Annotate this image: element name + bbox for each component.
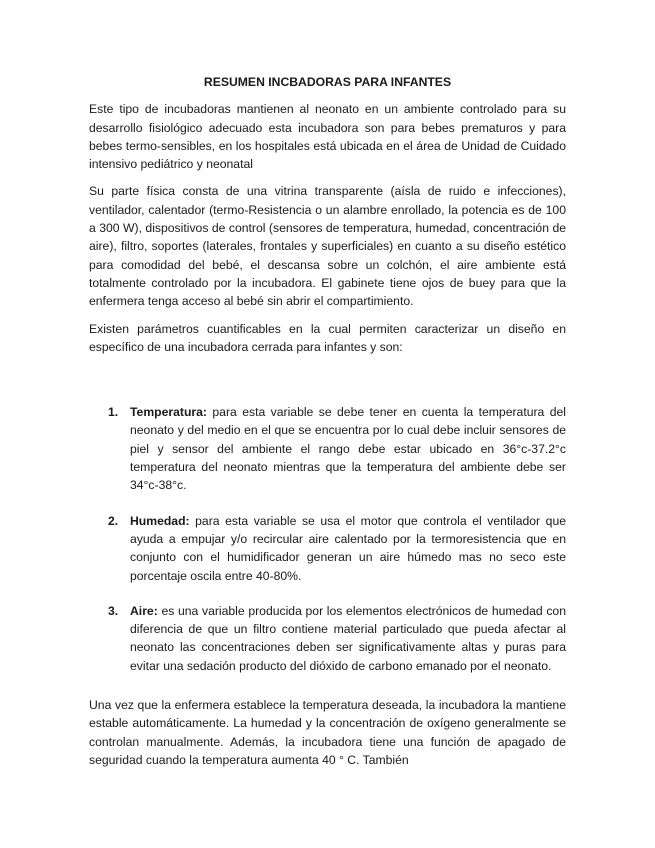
closing-paragraph: Una vez que la enfermera establece la temperatura deseada, la incubadora la mantiene estable automáticamente. La humedad y la concentración de oxígeno generalmente se controlan manualmente. Además, la incubadora tiene una función de apagado de seguridad cuando la temperatura aumenta 40 ° C. También	[89, 698, 566, 767]
parameters-list	[89, 403, 566, 675]
list-item-number: 2.	[108, 513, 119, 528]
list-item-text: es una variable producida por los elementos electrónicos de humedad con diferencia de que un filtro contiene material particulado que pueda afectar al neonato las concentraciones deben ser significativamente altas y puras para evitar una sedación producto del dióxido de carbono emanado por el neonato.	[130, 603, 566, 673]
intro-paragraph: Este tipo de incubadoras mantienen al neonato en un ambiente controlado para su desarrollo fisiológico adecuado esta incubadora son para bebes prematuros y para bebes termo-sensibles, en los hospitales está ubicada en el área de Unidad de Cuidado intensivo pediátrico y neonatal	[89, 102, 566, 172]
physical-description-paragraph: Su parte física consta de una vitrina transparente (aísla de ruido e infecciones), ventilador, calentador (termo-Resistencia o un alambre enrollado, la potencia es de 100 a 300 W), dispositivos de control (sensores de temperatura, humedad, concentración de aire), filtro, soportes (laterales, frontales y superficiales) en cuanto a su diseño estético para comodidad del bebé, el descansa sobre un colchón, el aire ambiente está totalmente controlado por la incubadora. El gabinete tiene ojos de buey para que la enfermera tenga acceso al bebé sin abrir el compartimiento.	[89, 184, 566, 309]
list-item-number: 1.	[108, 405, 119, 420]
list-item-temperatura	[89, 403, 566, 494]
list-item-text: para esta variable se usa el motor que controla el ventilador que ayuda a empujar y/o recircular aire calentado por la termoresistencia que en conjunto con el humidificador generan un aire húmedo mas no seco este porcentaje oscila entre 40-80%.	[130, 513, 566, 583]
list-item-term: Aire:	[130, 603, 158, 618]
list-item-term: Temperatura:	[130, 405, 207, 420]
list-item-text: para esta variable se debe tener en cuenta la temperatura del neonato y del medio en el que se encuentra por lo cual debe incluir sensores de piel y sensor del ambiente el rango debe estar ubicado en 36°c-37.2°c temperatura del neonato mientras que la temperatura del ambiente debe ser 34°c-38°c.	[130, 405, 566, 493]
list-item-aire	[89, 602, 566, 675]
list-item-humedad	[89, 512, 566, 585]
list-item-number: 3.	[108, 603, 119, 618]
parameters-intro-paragraph: Existen parámetros cuantificables en la cual permiten caracterizar un diseño en específico de una incubadora cerrada para infantes y son:	[89, 321, 566, 354]
document-title: RESUMEN INCBADORAS PARA INFANTES	[203, 75, 452, 89]
list-item-term: Humedad:	[130, 513, 190, 528]
